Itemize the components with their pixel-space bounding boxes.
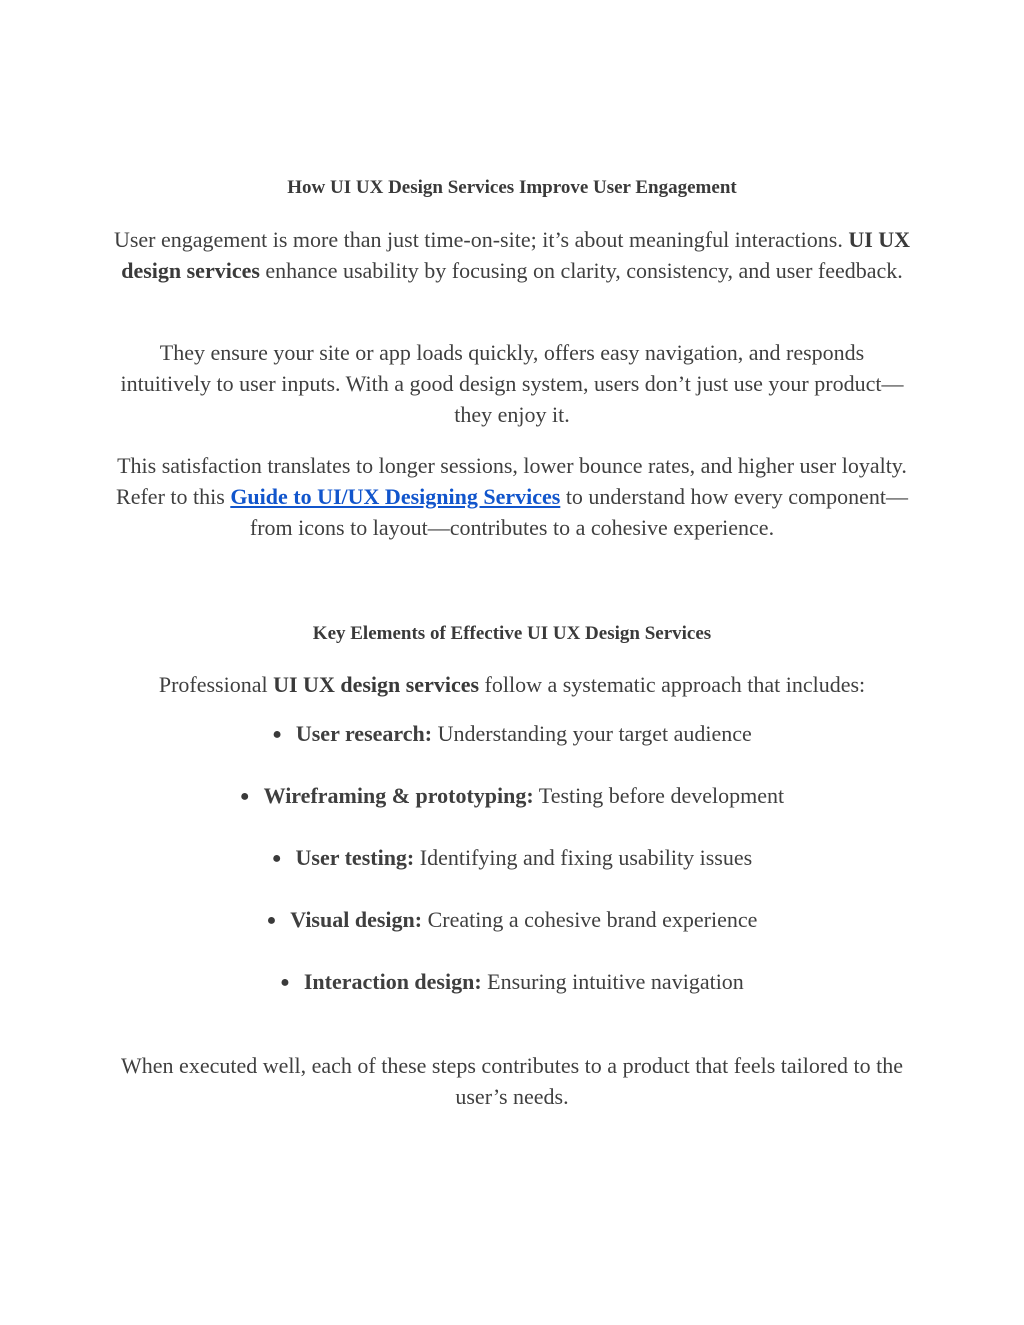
list-item-label: Visual design: [290,907,423,932]
list-item-label: User testing: [295,845,415,870]
paragraph-key-intro [112,669,912,700]
bold-term: UI UX design services [273,672,480,697]
list-item-label: Wireframing & prototyping: [263,783,534,808]
paragraph-text: User engagement is more than just time-on-site; it’s about meaningful interactions. [113,227,843,252]
list-item-label: User research: [295,721,433,746]
guide-link[interactable]: Guide to UI/UX Designing Services [230,484,561,509]
paragraph-closing: When executed well, each of these steps contributes to a product that feels tailored to the user’s needs. [121,1053,903,1109]
bullet-icon: ● [239,788,250,805]
paragraph-engagement-intro [112,224,912,286]
list-item-text: Testing before development [533,783,785,808]
list-item [0,966,1024,997]
bullet-icon: ● [280,974,290,991]
list-item-label: Interaction design: [303,969,482,994]
key-elements-list [0,718,1024,1028]
paragraph-text: to understand how every component—from icons to layout—contributes to a cohesive experience. [249,484,908,540]
paragraph-text: enhance usability by focusing on clarity, consistency, and user feedback. [259,258,903,283]
list-item-text: Creating a cohesive brand experience [422,907,758,932]
section-heading-key-elements: Key Elements of Effective UI UX Design Services [312,623,712,644]
section-heading-engagement: How UI UX Design Services Improve User Engagement [287,177,737,198]
paragraph-text: This satisfaction translates to longer sessions, lower bounce rates, and higher user loyalty. Refer to this [116,453,907,509]
list-item [0,904,1024,935]
paragraph-satisfaction [112,450,912,543]
paragraph-text: Professional [158,672,274,697]
list-item [0,842,1024,873]
list-item-text: Understanding your target audience [432,721,752,746]
paragraph-text: follow a systematic approach that includes: [479,672,866,697]
list-item [0,718,1024,749]
paragraph-performance: They ensure your site or app loads quickly, offers easy navigation, and responds intuitively to user inputs. With a good design system, users don’t just use your product—they enjoy it. [120,340,904,427]
list-item [0,780,1024,811]
bullet-icon: ● [272,726,282,743]
list-item-text: Ensuring intuitive navigation [481,969,744,994]
list-item-text: Identifying and fixing usability issues [414,845,753,870]
bullet-icon: ● [266,912,277,929]
bold-term: UI UX design services [121,227,911,283]
bullet-icon: ● [271,850,282,867]
